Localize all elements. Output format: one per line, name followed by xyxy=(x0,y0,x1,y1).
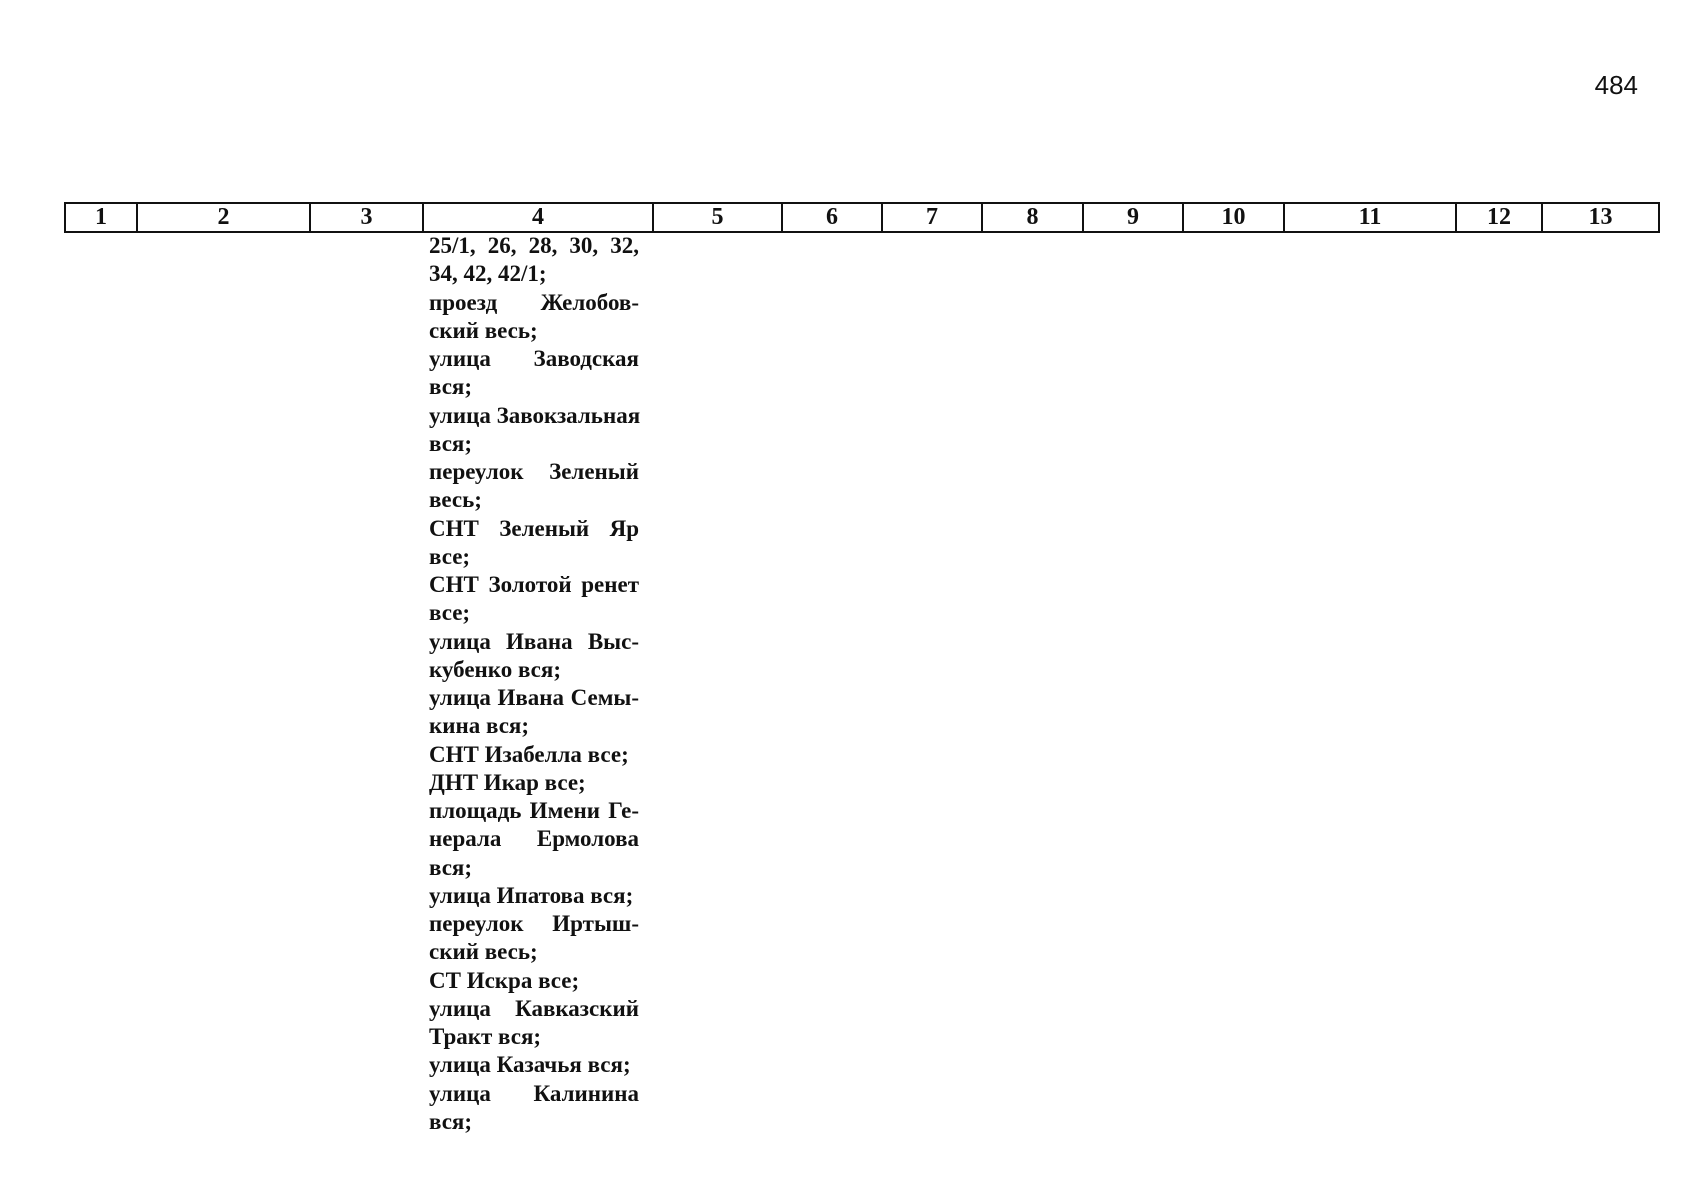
column-4-address-list xyxy=(429,232,639,1136)
address-line: все; xyxy=(429,600,471,626)
address-line: нерала Ермолова xyxy=(429,826,639,852)
header-cell-col-3: 3 xyxy=(310,203,423,232)
address-line: переулок Зеленый xyxy=(429,459,639,484)
header-row xyxy=(65,203,1659,232)
address-line: 25/1, 26, 28, 30, 32, xyxy=(429,233,639,258)
address-line: ДНТ Икар все; xyxy=(429,769,586,795)
address-line: весь; xyxy=(429,487,482,513)
header-cell-col-9: 9 xyxy=(1083,203,1183,232)
address-line: улица Калинина xyxy=(429,1080,639,1106)
page-number: 484 xyxy=(1594,70,1638,100)
header-cell-col-13: 13 xyxy=(1542,203,1659,232)
address-line: ский весь; xyxy=(429,939,538,965)
address-line: улица Заводская xyxy=(429,346,639,371)
header-cell-col-6: 6 xyxy=(782,203,882,232)
address-line: улица Ивана Семы- xyxy=(429,685,639,710)
address-line: вся; xyxy=(429,1108,473,1134)
address-line: кубенко вся; xyxy=(429,656,561,682)
header-cell-col-8: 8 xyxy=(982,203,1083,232)
header-cell-col-4: 4 xyxy=(423,203,653,232)
address-line: ский весь; xyxy=(429,317,538,343)
address-line: переулок Иртыш- xyxy=(429,911,639,936)
header-cell-col-2: 2 xyxy=(137,203,310,232)
address-line: 34, 42, 42/1; xyxy=(429,261,547,287)
header-cell-col-10: 10 xyxy=(1183,203,1284,232)
address-line: площадь Имени Ге- xyxy=(429,798,639,823)
address-line: СТ Искра все; xyxy=(429,967,580,993)
address-line: вся; xyxy=(429,430,473,456)
address-line: вся; xyxy=(429,854,473,880)
address-line: улица Ипатова вся; xyxy=(429,882,634,908)
address-line: улица Завокзальная xyxy=(429,402,641,428)
address-line: кина вся; xyxy=(429,713,530,739)
address-line: СНТ Золотой ренет xyxy=(429,572,639,597)
address-line: СНТ Изабелла все; xyxy=(429,741,629,767)
address-line: СНТ Зеленый Яр xyxy=(429,515,639,541)
address-line: вся; xyxy=(429,374,473,400)
address-line: улица Ивана Выс- xyxy=(429,628,639,654)
header-cell-col-7: 7 xyxy=(882,203,982,232)
header-cell-col-5: 5 xyxy=(653,203,782,232)
address-line: улица Кавказский xyxy=(429,995,639,1021)
address-line: проезд Желобов- xyxy=(429,289,639,315)
address-line: улица Казачья вся; xyxy=(429,1052,631,1078)
column-number-header-table xyxy=(64,202,1660,233)
header-cell-col-1: 1 xyxy=(65,203,137,232)
header-cell-col-11: 11 xyxy=(1284,203,1456,232)
address-line: Тракт вся; xyxy=(429,1024,542,1049)
address-line: все; xyxy=(429,543,471,569)
header-cell-col-12: 12 xyxy=(1456,203,1542,232)
